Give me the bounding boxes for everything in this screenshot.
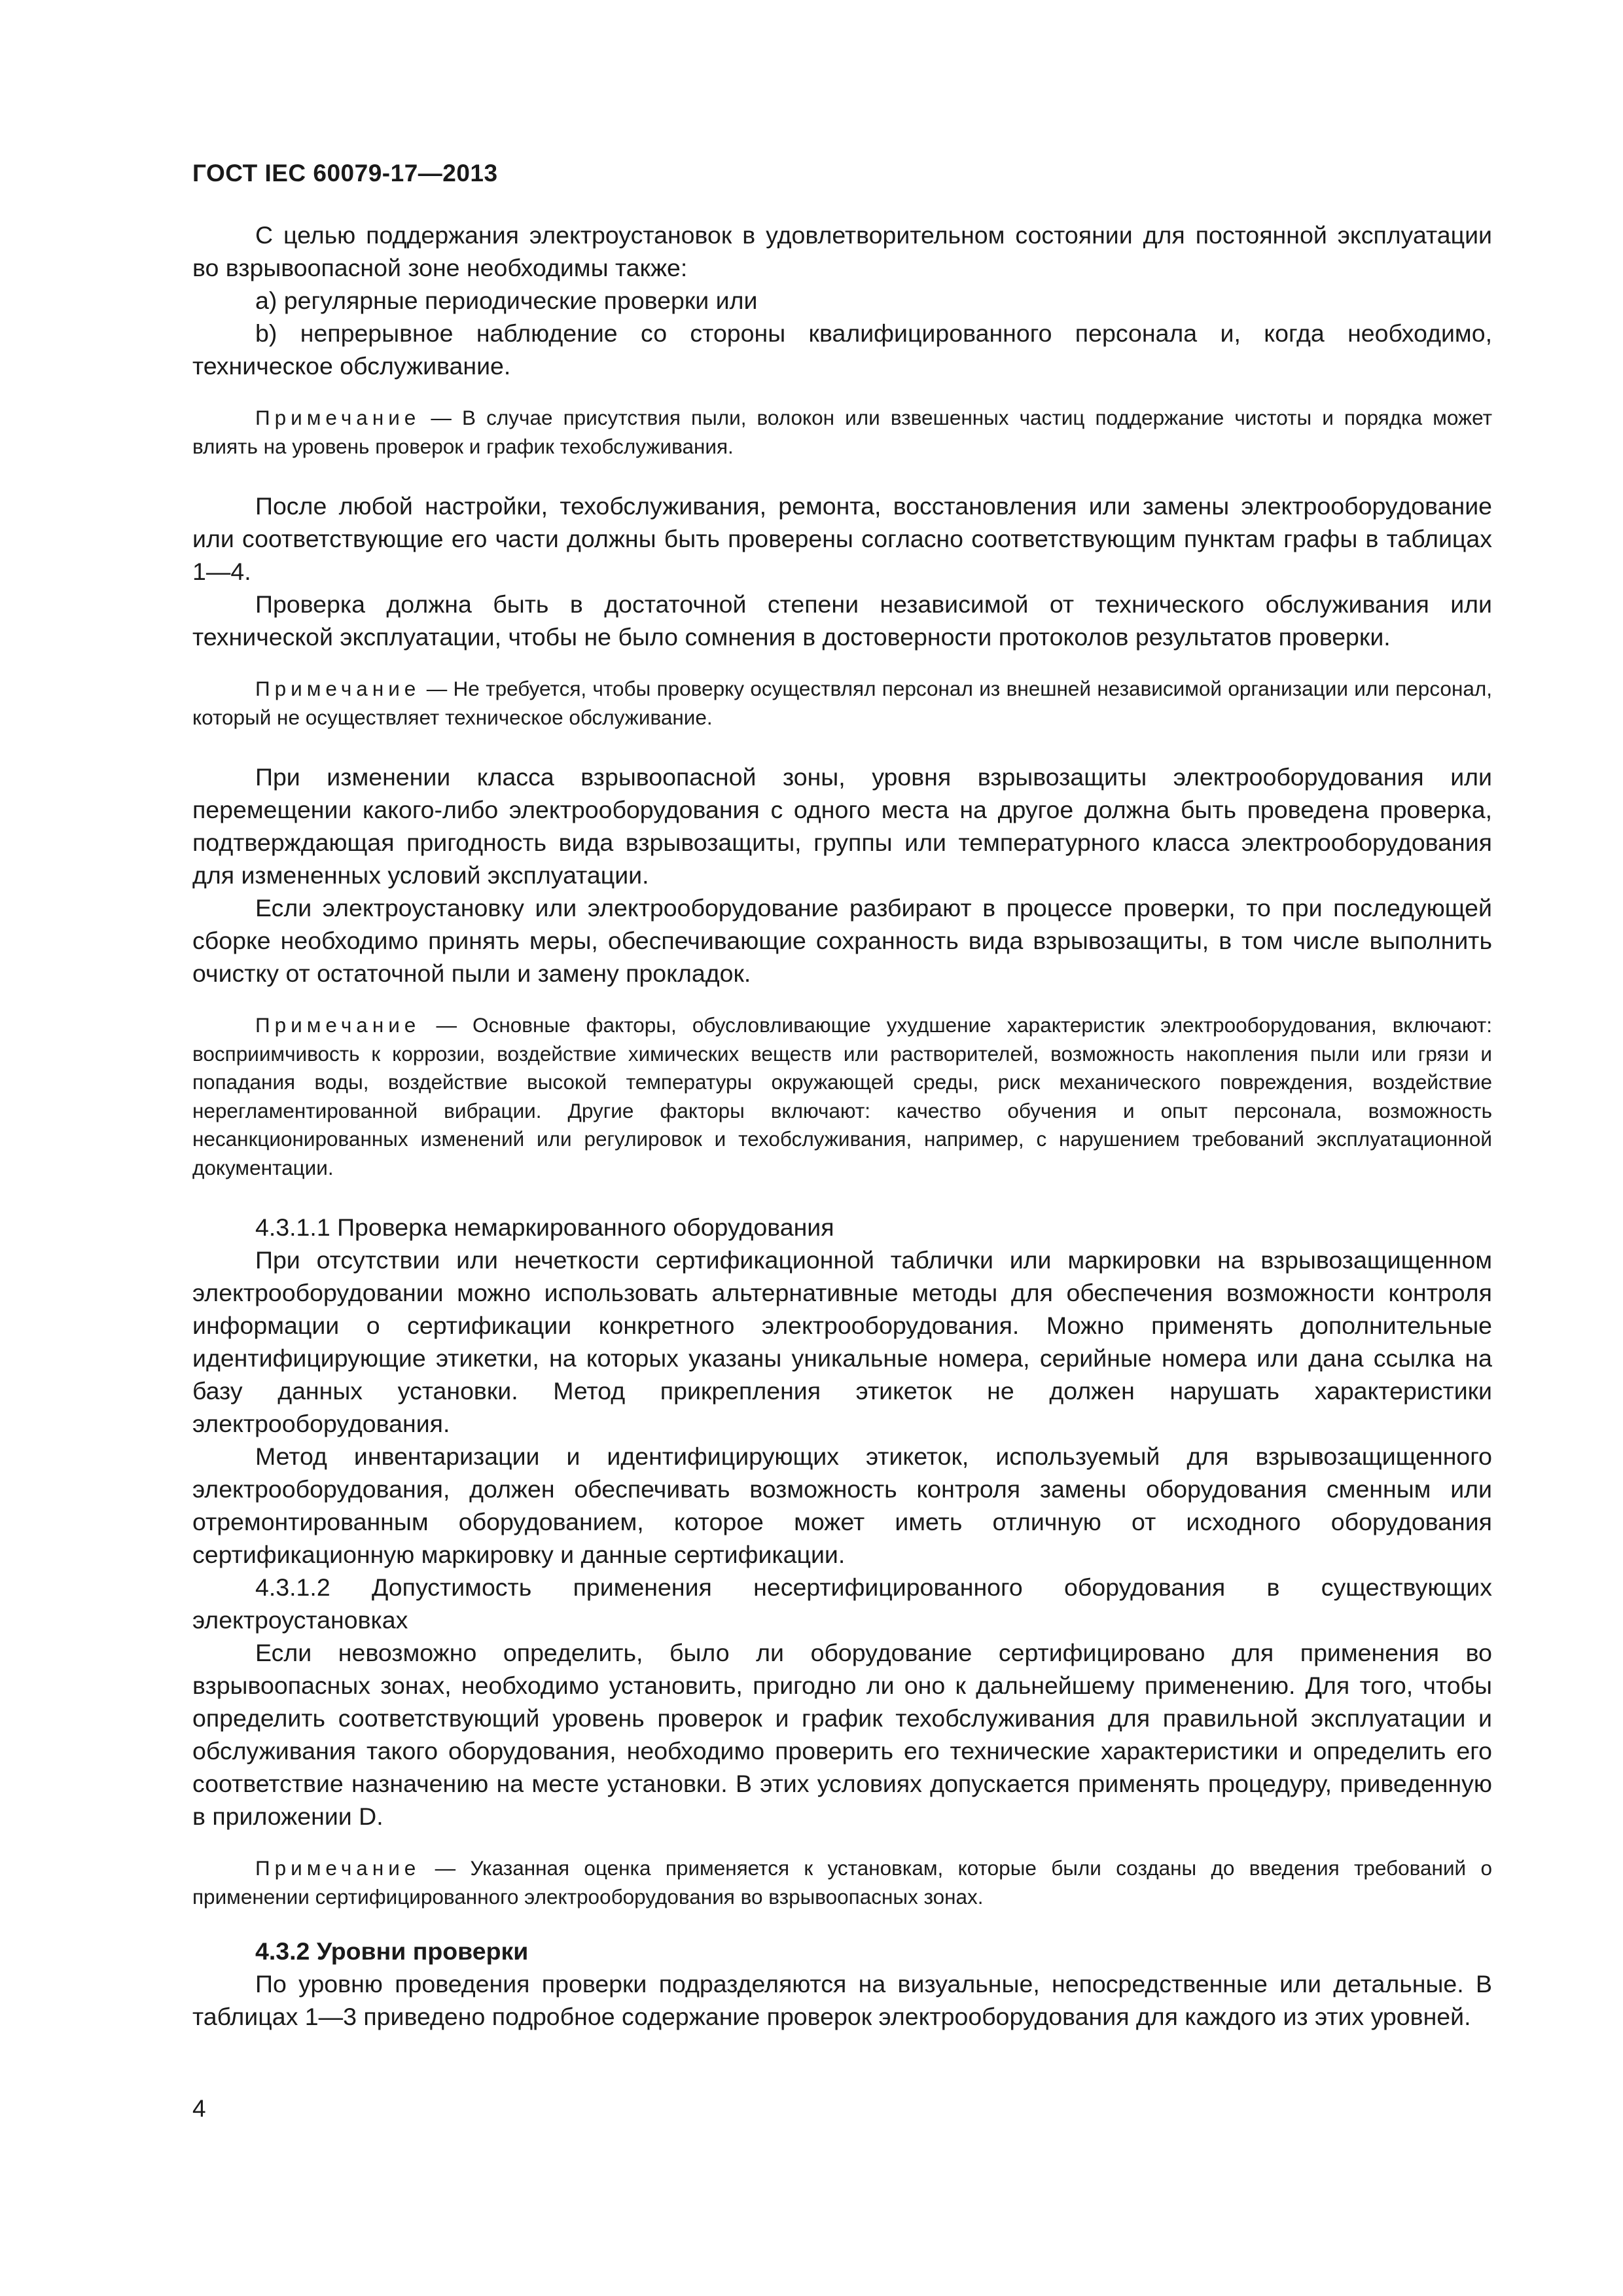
paragraph-disassembly: Если электроустановку или электрооборудование разбирают в процессе проверки, то при последующей сборке необходимо принять меры, обеспечивающие сохранность вида взрывозащиты, в том числе выполнить очистку от остаточной пыли и замену прокладок.: [192, 894, 1492, 987]
paragraph-unmarked-equipment: При отсутствии или нечеткости сертификационной таблички или маркировки на взрывозащищенном электрооборудовании можно использовать альтернативные методы для обеспечения возможности контроля информации о сертификации конкретного электрооборудования. Можно применять дополнительные идентифицирующие этикетки, на которых указаны уникальные номера, серийные номера или дана ссылка на базу данных установки. Метод прикрепления этикеток не должен нарушать характеристики электрооборудования.: [192, 1246, 1492, 1437]
document-body: [192, 219, 1492, 2033]
note-label: Примечание: [255, 1013, 421, 1037]
section-4-3-2-heading: 4.3.2 Уровни проверки: [255, 1937, 529, 1965]
note-text: — Указанная оценка применяется к установкам, которые были созданы до введения требований о применении сертифицированного электрооборудования во взрывоопасных зонах.: [192, 1856, 1492, 1909]
paragraph-inspection-levels: По уровню проведения проверки подразделяются на визуальные, непосредственные или детальные. В таблицах 1—3 приведено подробное содержание проверок электрооборудования для каждого из этих уровней.: [192, 1970, 1492, 2030]
list-item-a: a) регулярные периодические проверки или: [255, 287, 758, 314]
note-text: — Основные факторы, обусловливающие ухудшение характеристик электрооборудования, включают: восприимчивость к коррозии, воздействие химических веществ или растворителей, возможность накопления пыли или грязи и попадания воды, воздействие высокой температуры окружающей среды, риск механического повреждения, воздействие нерегламентированной вибрации. Другие факторы включают: качество обучения и опыт персонала, возможность несанкционированных изменений или регулировок и техобслуживания, например, с нарушением требований эксплуатационной документации.: [192, 1013, 1492, 1179]
paragraph-maintenance-intro: С целью поддержания электроустановок в удовлетворительном состоянии для постоянной эксплуатации во взрывоопасной зоне необходимы также:: [192, 221, 1492, 281]
paragraph-uncertified-equipment: Если невозможно определить, было ли оборудование сертифицировано для применения во взрывоопасных зонах, необходимо установить, пригодно ли оно к дальнейшему применению. Для того, чтобы определить соответствующий уровень проверок и график техобслуживания для правильной эксплуатации и обслуживания такого оборудования, необходимо проверить его технические характеристики и определить его соответствие назначению на месте установки. В этих условиях допускается применять процедуру, приведенную в приложении D.: [192, 1639, 1492, 1830]
document-code-header: ГОСТ IEC 60079-17—2013: [192, 160, 498, 187]
paragraph-independence: Проверка должна быть в достаточной степени независимой от технического обслуживания или технической эксплуатации, чтобы не было сомнения в достоверности протоколов результатов проверки.: [192, 590, 1492, 651]
paragraph-after-adjustment: После любой настройки, техобслуживания, ремонта, восстановления или замены электрооборудование или соответствующие его части должны быть проверены согласно соответствующим пунктам графы в таблицах 1—4.: [192, 492, 1492, 585]
subsection-4-3-1-1-title: 4.3.1.1 Проверка немаркированного оборудования: [255, 1213, 834, 1241]
note-assessment: [192, 1854, 1492, 1911]
paragraph-zone-change: При изменении класса взрывоопасной зоны, уровня взрывозащиты электрооборудования или перемещении какого-либо электрооборудования с одного места на другое должна быть проведена проверка, подтверждающая пригодность вида взрывозащиты, группы или температурного класса электрооборудования для измененных условий эксплуатации.: [192, 763, 1492, 889]
note-dust: [192, 404, 1492, 461]
list-item-b: b) непрерывное наблюдение со стороны квалифицированного персонала и, когда необходимо, техническое обслуживание.: [192, 319, 1492, 380]
note-label: Примечание: [255, 677, 421, 700]
note-text: — Не требуется, чтобы проверку осуществлял персонал из внешней независимой организации или персонал, который не осуществляет техническое обслуживание.: [192, 677, 1492, 729]
note-deterioration-factors: [192, 1011, 1492, 1182]
subsection-4-3-1-2-title: 4.3.1.2 Допустимость применения несертифицированного оборудования в существующих электроустановках: [192, 1573, 1492, 1634]
note-label: Примечание: [255, 406, 421, 429]
paragraph-inventory-labels: Метод инвентаризации и идентифицирующих этикеток, используемый для взрывозащищенного электрооборудования, должен обеспечивать возможность контроля замены оборудования сменным или отремонтированным оборудованием, которое может иметь отличную от исходного оборудования сертификационную маркировку и данные сертификации.: [192, 1443, 1492, 1568]
note-text: — В случае присутствия пыли, волокон или взвешенных частиц поддержание чистоты и порядка может влиять на уровень проверок и график техобслуживания.: [192, 406, 1492, 458]
note-personnel: [192, 675, 1492, 732]
page-number: 4: [192, 2095, 206, 2122]
note-label: Примечание: [255, 1856, 421, 1880]
